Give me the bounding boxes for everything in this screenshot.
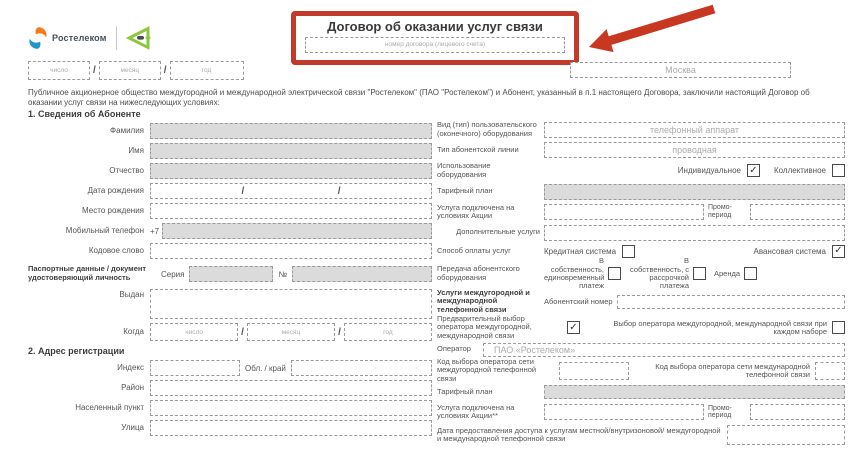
settlement-row — [28, 400, 432, 416]
lastname-field[interactable] — [150, 123, 432, 139]
payment-method-label: Способ оплаты услуг — [437, 245, 511, 255]
advance-system-checkbox[interactable]: ✓ — [832, 245, 845, 258]
contract-date-row — [28, 61, 244, 80]
region-field[interactable] — [291, 360, 432, 376]
operator-codes-row — [437, 356, 845, 384]
access-date-label: Дата предоставления доступа к услугам местной/внутризоновой/ междугородной и международной телефонной связи — [437, 425, 721, 443]
equipment-type-label: Вид (тип) пользовательского (оконечного) оборудования — [437, 120, 537, 138]
long-distance-label: Услуги междугородной и международной телефонной связи — [437, 287, 530, 315]
region-label: Обл. / край — [245, 363, 286, 373]
birthdate-row — [28, 183, 432, 199]
collective-checkbox[interactable] — [832, 164, 845, 177]
codeword-row — [28, 243, 432, 259]
intro-paragraph: Публичное акционерное общество междугородной и международной электрической связи "Ростелеком" (ПАО "Ростелеком") и Абонент, указанный в п.1 настоящего Договора, заключили настоящий Договор об оказании услуг связи на нижеследующих условиях: — [28, 88, 810, 108]
line-type-label: Тип абонентской линии — [437, 144, 519, 154]
patronymic-row — [28, 163, 432, 179]
document-title: Договор об оказании услуг связи — [327, 19, 543, 34]
issue-day-field[interactable] — [150, 323, 238, 341]
firstname-row — [28, 143, 432, 159]
postcode-label: Индекс — [117, 362, 144, 372]
access-date-row — [437, 425, 845, 445]
tariff-row — [437, 184, 845, 200]
ownership-once-label: В собственность, единовременный платеж — [544, 256, 605, 290]
section-1-title: 1. Сведения об Абоненте — [28, 109, 141, 119]
month-placeholder: месяц — [281, 328, 301, 336]
mobile-label: Мобильный телефон — [65, 225, 144, 235]
rostelecom-brand-text: Ростелеком — [52, 33, 107, 43]
promo2-field[interactable] — [544, 404, 704, 420]
birthplace-field[interactable] — [150, 203, 432, 219]
street-label: Улица — [121, 422, 144, 432]
contract-number-placeholder: номер договора (лицевого счета) — [384, 41, 486, 49]
equipment-transfer-row — [437, 256, 845, 290]
subscriber-column — [28, 109, 432, 440]
postcode-row — [28, 360, 432, 376]
contract-date-year-field[interactable] — [170, 61, 244, 80]
highlighted-title-box — [291, 11, 579, 65]
equipment-type-field[interactable] — [544, 122, 845, 138]
promo-label: Услуга подключена на условиях Акции — [437, 202, 515, 221]
street-field[interactable] — [150, 420, 432, 436]
month-placeholder: месяц — [120, 67, 140, 74]
header-logos — [28, 25, 152, 51]
credit-system-label: Кредитная система — [544, 246, 617, 256]
patronymic-label: Отчество — [109, 165, 144, 175]
birthplace-label: Место рождения — [82, 205, 144, 215]
year-placeholder: год — [201, 67, 212, 74]
ownership-once-checkbox[interactable] — [608, 267, 621, 280]
extra-services-row — [437, 225, 845, 241]
collective-label: Коллективное — [773, 166, 826, 176]
tariff2-row — [437, 385, 845, 400]
slash-separator: / — [338, 326, 341, 338]
rostelecom-logo-icon — [28, 26, 107, 50]
passport-row — [28, 263, 432, 285]
slash-separator: / — [241, 185, 245, 197]
line-type-row — [437, 142, 845, 158]
promo-field[interactable] — [544, 204, 704, 220]
issue-date-row — [28, 323, 432, 341]
equipment-type-row — [437, 121, 845, 138]
code-international-field[interactable] — [815, 362, 845, 380]
settlement-field[interactable] — [150, 400, 432, 416]
extra-services-field[interactable] — [544, 225, 845, 241]
subscriber-number-label: Абонентский номер — [544, 297, 613, 307]
codeword-field[interactable] — [150, 243, 432, 259]
city-field[interactable] — [570, 62, 791, 78]
code-intercity-label: Код выбора оператора сети междугородной телефонной связи — [437, 356, 537, 384]
birthdate-field[interactable] — [150, 183, 432, 199]
operator-percall-checkbox[interactable] — [832, 321, 845, 334]
extra-services-label: Дополнительные услуги — [456, 227, 540, 237]
street-row — [28, 420, 432, 436]
district-field[interactable] — [150, 380, 432, 396]
promo-period-label: Промо-период — [708, 204, 732, 220]
individual-label: Индивидуальное — [677, 166, 741, 176]
ownership-installments-checkbox[interactable] — [693, 267, 706, 280]
slash-separator: / — [241, 326, 244, 338]
rent-label: Аренда — [714, 268, 741, 278]
firstname-field[interactable] — [150, 143, 432, 159]
subscriber-number-field[interactable] — [617, 295, 845, 309]
equipment-use-row — [437, 162, 845, 179]
passport-number-field[interactable] — [292, 266, 432, 282]
advance-system-label: Авансовая система — [753, 246, 826, 256]
birthplace-row — [28, 203, 432, 219]
operator-value: ПАО «Ростелеком» — [494, 344, 576, 355]
issued-by-row — [28, 289, 432, 319]
promo-row — [437, 204, 845, 221]
promo2-row — [437, 404, 845, 421]
section-2-title: 2. Адрес регистрации — [28, 346, 125, 356]
passport-label: Паспортные данные / документ удостоверяющий личность — [28, 264, 147, 282]
promo2-label: Услуга подключена на условиях Акции** — [437, 402, 515, 421]
line-type-value: проводная — [672, 145, 717, 156]
patronymic-field[interactable] — [150, 163, 432, 179]
birthdate-label: Дата рождения — [87, 185, 144, 195]
operator-field[interactable] — [483, 343, 845, 357]
tariff2-label: Тарифный план — [437, 386, 493, 396]
tariff-label: Тарифный план — [437, 186, 493, 196]
slash-separator: / — [163, 65, 167, 76]
year-placeholder: год — [383, 328, 393, 336]
ownership-installments-label: В собственность, с рассрочкой платежа — [630, 256, 689, 290]
postcode-field[interactable] — [150, 360, 240, 376]
operator-percall-label: Выбор оператора междугородной, международной связи при каждом наборе — [613, 318, 827, 336]
annotation-arrow-icon — [584, 4, 724, 56]
contract-date-month-field[interactable] — [99, 61, 161, 80]
mobile-field[interactable] — [162, 223, 432, 239]
promo2-period-label: Промо-период — [708, 404, 732, 420]
series-label: Серия — [161, 269, 185, 279]
series-field[interactable] — [189, 266, 273, 282]
equipment-type-value: телефонный аппарат — [649, 124, 740, 135]
number-label: № — [278, 269, 288, 279]
mobile-prefix: +7 — [150, 226, 160, 236]
issued-by-label: Выдан — [119, 290, 144, 299]
day-placeholder: число — [50, 67, 68, 74]
mobile-row — [28, 223, 432, 239]
equipment-transfer-label: Передача абонентского оборудования — [437, 264, 520, 282]
issue-month-field[interactable] — [247, 323, 335, 341]
code-international-label: Код выбора оператора сети международной телефонной связи — [655, 361, 810, 379]
long-distance-row — [437, 287, 845, 315]
contract-date-day-field[interactable] — [28, 61, 90, 80]
issue-date-label: Когда — [123, 326, 144, 336]
operator-preselect-row — [437, 313, 845, 341]
payment-method-row — [437, 245, 845, 258]
operator-preselect-checkbox[interactable]: ✓ — [567, 321, 580, 334]
service-column — [437, 121, 845, 449]
district-label: Район — [121, 382, 144, 392]
city-placeholder: Москва — [665, 65, 696, 75]
slash-separator: / — [337, 185, 341, 197]
contract-number-field[interactable] — [305, 37, 565, 53]
tariff2-field[interactable] — [544, 385, 845, 399]
logo-divider — [116, 26, 117, 50]
codeword-label: Кодовое слово — [88, 245, 144, 255]
line-type-field[interactable] — [544, 142, 845, 158]
code-intercity-field[interactable] — [559, 362, 629, 380]
slash-separator: / — [93, 65, 96, 76]
district-row — [28, 380, 432, 396]
day-placeholder: число — [185, 328, 203, 336]
lastname-label: Фамилия — [110, 125, 144, 135]
operator-preselect-label: Предварительный выбор оператора междугородной, международной связи — [437, 313, 532, 341]
access-date-field[interactable] — [727, 425, 845, 445]
equipment-use-label: Использование оборудования — [437, 161, 491, 179]
firstname-label: Имя — [128, 145, 144, 155]
operator-label: Оператор — [437, 344, 471, 354]
tariff-field[interactable] — [544, 184, 845, 200]
individual-checkbox[interactable]: ✓ — [747, 164, 760, 177]
issue-year-field[interactable] — [344, 323, 432, 341]
issued-by-field[interactable] — [150, 289, 432, 319]
onlime-logo-icon — [126, 25, 152, 51]
settlement-label: Населенный пункт — [75, 402, 144, 412]
rent-checkbox[interactable] — [744, 267, 757, 280]
promo2-period-field[interactable] — [750, 404, 845, 420]
credit-system-checkbox[interactable] — [622, 245, 635, 258]
promo-period-field[interactable] — [750, 204, 845, 220]
operator-row — [437, 343, 845, 357]
lastname-row — [28, 123, 432, 139]
